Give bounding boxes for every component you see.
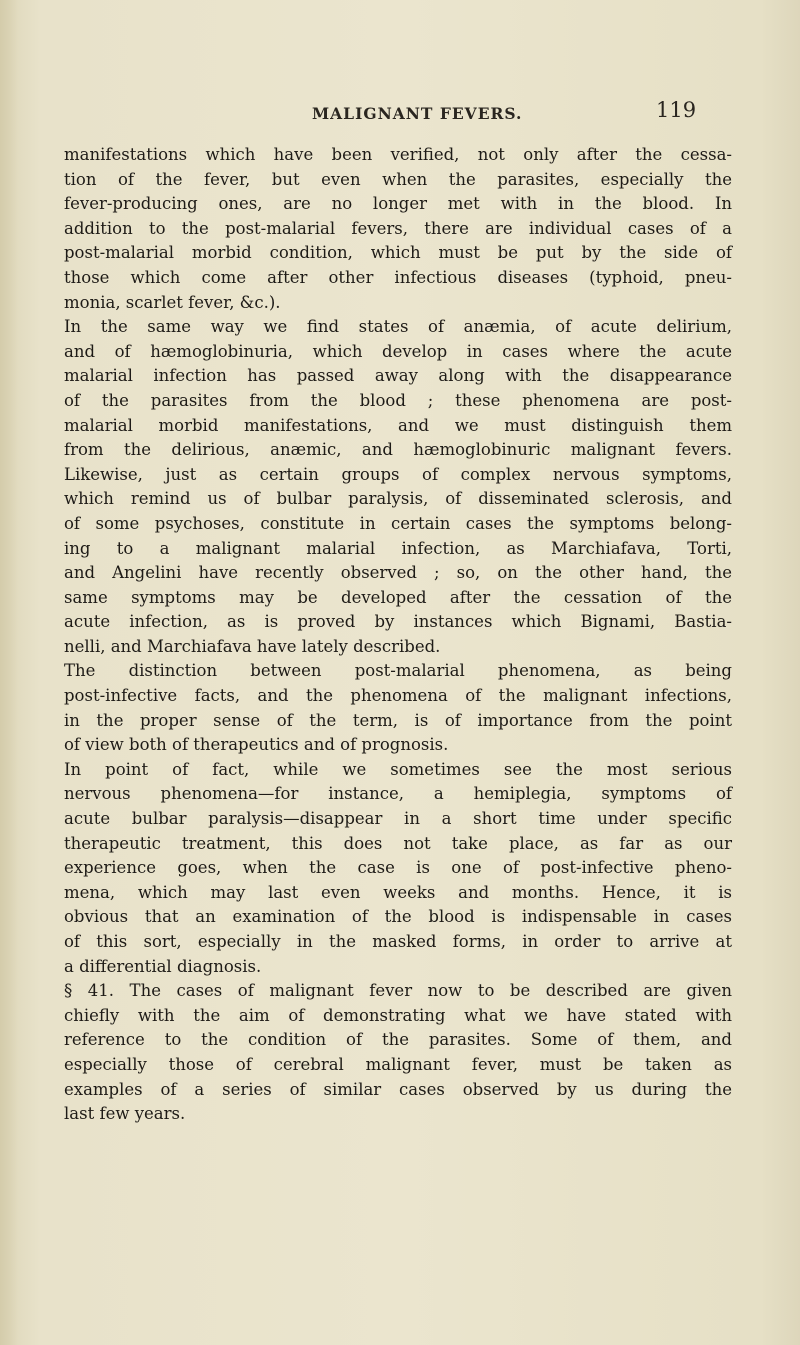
- text-line: § 41. The cases of malignant fever now to be described are given: [64, 981, 732, 1001]
- text-line: ing to a malignant malarial infection, as Marchiafava, Torti,: [64, 538, 732, 558]
- text-line: and Angelini have recently observed ; so, on the other hand, the: [64, 563, 732, 583]
- page-gutter-shadow: [0, 0, 18, 1345]
- text-line: of some psychoses, constitute in certain cases the symptoms belong-: [64, 513, 732, 533]
- text-line: obvious that an examination of the blood is indispensable in cases: [64, 907, 732, 927]
- text-line: tion of the fever, but even when the parasites, especially the: [64, 169, 732, 189]
- text-line: especially those of cerebral malignant fever, must be taken as: [64, 1054, 732, 1074]
- text-line: In the same way we find states of anæmia, of acute delirium,: [64, 317, 732, 337]
- running-title: MALIGNANT FEVERS.: [312, 104, 523, 123]
- text-line: experience goes, when the case is one of post-infective pheno-: [64, 858, 732, 878]
- text-line: malarial infection has passed away along with the disappearance: [64, 366, 732, 386]
- text-line: in the proper sense of the term, is of importance from the point: [64, 710, 732, 730]
- text-line: manifestations which have been verified, not only after the cessa-: [64, 145, 732, 164]
- text-line: of this sort, especially in the masked forms, in order to arrive at: [64, 932, 732, 951]
- text-line: from the delirious, anæmic, and hæmoglobinuric malignant fevers.: [64, 440, 732, 460]
- text-line: and of hæmoglobinuria, which develop in cases where the acute: [64, 341, 732, 361]
- text-line: acute infection, as is proved by instances which Bignami, Bastia-: [64, 612, 732, 632]
- text-line: monia, scarlet fever, &c.).: [64, 292, 281, 312]
- text-line: reference to the condition of the parasites. Some of them, and: [64, 1030, 732, 1050]
- text-line: post-infective facts, and the phenomena of the malignant infections,: [64, 686, 732, 706]
- text-line: of view both of therapeutics and of prognosis.: [64, 735, 449, 755]
- text-line: last few years.: [64, 1104, 186, 1124]
- text-line: addition to the post-malarial fevers, there are individual cases of a: [64, 218, 732, 238]
- text-line: same symptoms may be developed after the cessation of the: [64, 587, 732, 607]
- text-line: of the parasites from the blood ; these phenomena are post-: [64, 390, 732, 410]
- text-line: therapeutic treatment, this does not take place, as far as our: [64, 833, 732, 853]
- page-number: 119: [656, 98, 697, 122]
- running-head: [0, 90, 800, 130]
- body-text: [64, 143, 732, 1127]
- text-line: post-malarial morbid condition, which must be put by the side of: [64, 243, 732, 263]
- text-line: examples of a series of similar cases observed by us during the: [64, 1079, 732, 1099]
- text-line: fever-producing ones, are no longer met with in the blood. In: [64, 194, 732, 214]
- text-line: a differential diagnosis.: [64, 956, 262, 976]
- text-line: which remind us of bulbar paralysis, of disseminated sclerosis, and: [64, 489, 732, 509]
- text-line: acute bulbar paralysis—disappear in a short time under specific: [64, 809, 732, 829]
- text-line: mena, which may last even weeks and months. Hence, it is: [64, 882, 732, 902]
- text-line: malarial morbid manifestations, and we must distinguish them: [64, 415, 732, 435]
- text-line: Likewise, just as certain groups of complex nervous symptoms,: [64, 464, 732, 484]
- text-line: In point of fact, while we sometimes see the most serious: [64, 759, 732, 779]
- text-line: The distinction between post-malarial phenomena, as being: [64, 661, 732, 681]
- text-line: chiefly with the aim of demonstrating what we have stated with: [64, 1005, 732, 1025]
- text-line: those which come after other infectious diseases (typhoid, pneu-: [64, 267, 732, 287]
- text-line: nelli, and Marchiafava have lately described.: [64, 636, 441, 656]
- text-line: nervous phenomena—for instance, a hemiplegia, symptoms of: [64, 784, 732, 804]
